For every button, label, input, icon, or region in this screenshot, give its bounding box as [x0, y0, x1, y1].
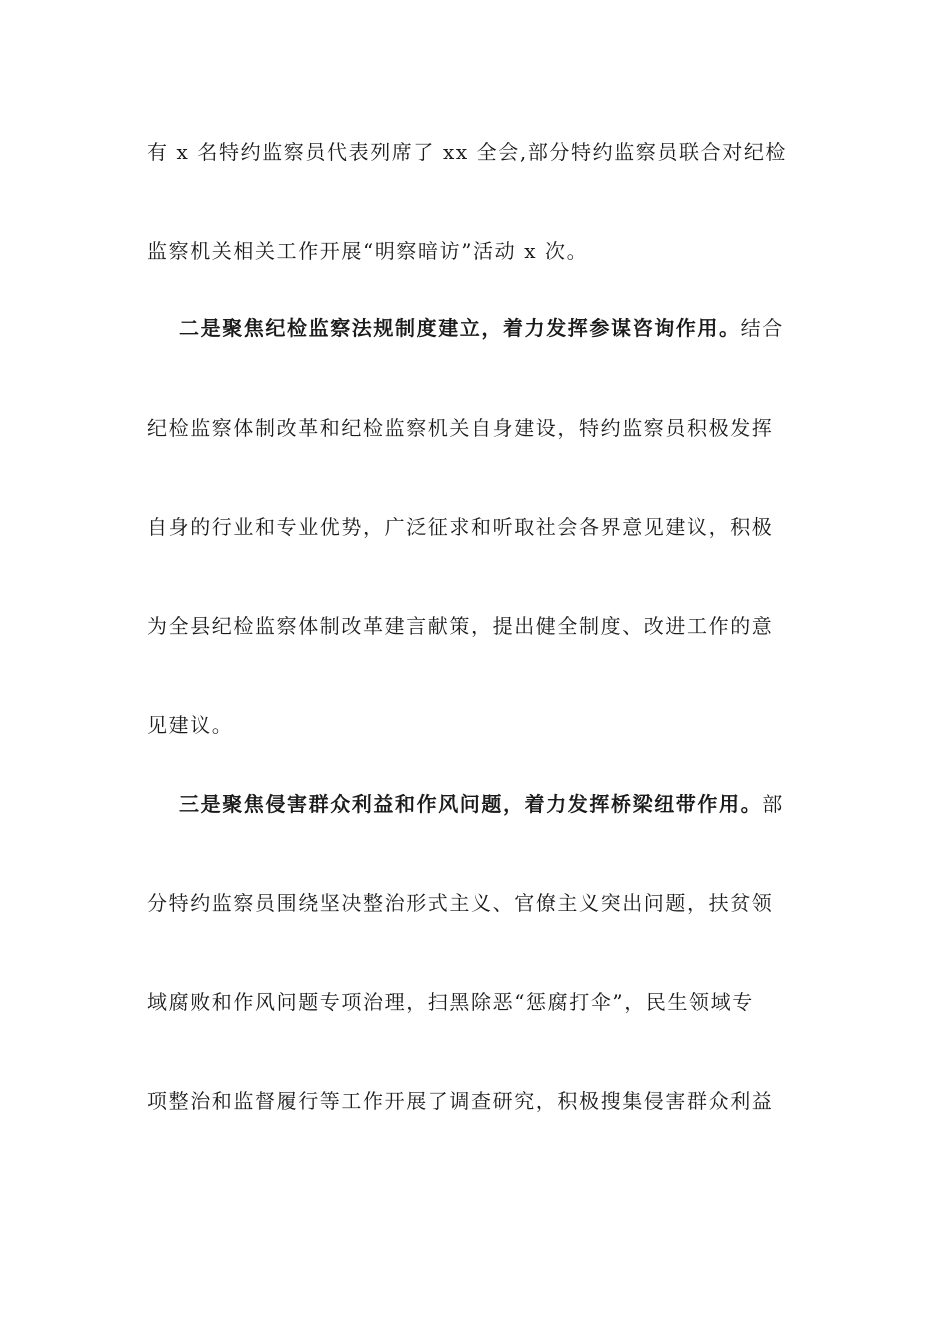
paragraph-2-line-4: 为全县纪检监察体制改革建言献策，提出健全制度、改进工作的意	[147, 614, 774, 638]
paragraph-2-heading: 二是聚焦纪检监察法规制度建立，着力发挥参谋咨询作用。	[179, 316, 741, 340]
paragraph-2-line-1	[179, 313, 807, 343]
paragraph-3-line-2: 分特约监察员围绕坚决整治形式主义、官僚主义突出问题，扶贫领	[147, 891, 774, 915]
paragraph-2-line-3: 自身的行业和专业优势，广泛征求和听取社会各界意见建议，积极	[147, 515, 774, 539]
paragraph-1-line-1: 有 x 名特约监察员代表列席了 xx 全会,部分特约监察员联合对纪检	[147, 140, 788, 164]
paragraph-2-line-5: 见建议。	[147, 713, 234, 737]
paragraph-3-line-4: 项整治和监督履行等工作开展了调查研究，积极搜集侵害群众利益	[147, 1089, 774, 1113]
paragraph-3-heading: 三是聚焦侵害群众利益和作风问题，着力发挥桥梁纽带作用。	[179, 792, 763, 816]
paragraph-3-line-3: 域腐败和作风问题专项治理，扫黑除恶“惩腐打伞”，民生领域专	[147, 990, 754, 1014]
paragraph-3-line-1-rest: 部	[762, 792, 784, 816]
paragraph-2-line-2: 纪检监察体制改革和纪检监察机关自身建设，特约监察员积极发挥	[147, 416, 774, 440]
paragraph-2-line-1-rest: 结合	[740, 316, 784, 340]
paragraph-3-line-1	[179, 789, 807, 819]
paragraph-1-line-2: 监察机关相关工作开展“明察暗访”活动 x 次。	[147, 239, 589, 263]
